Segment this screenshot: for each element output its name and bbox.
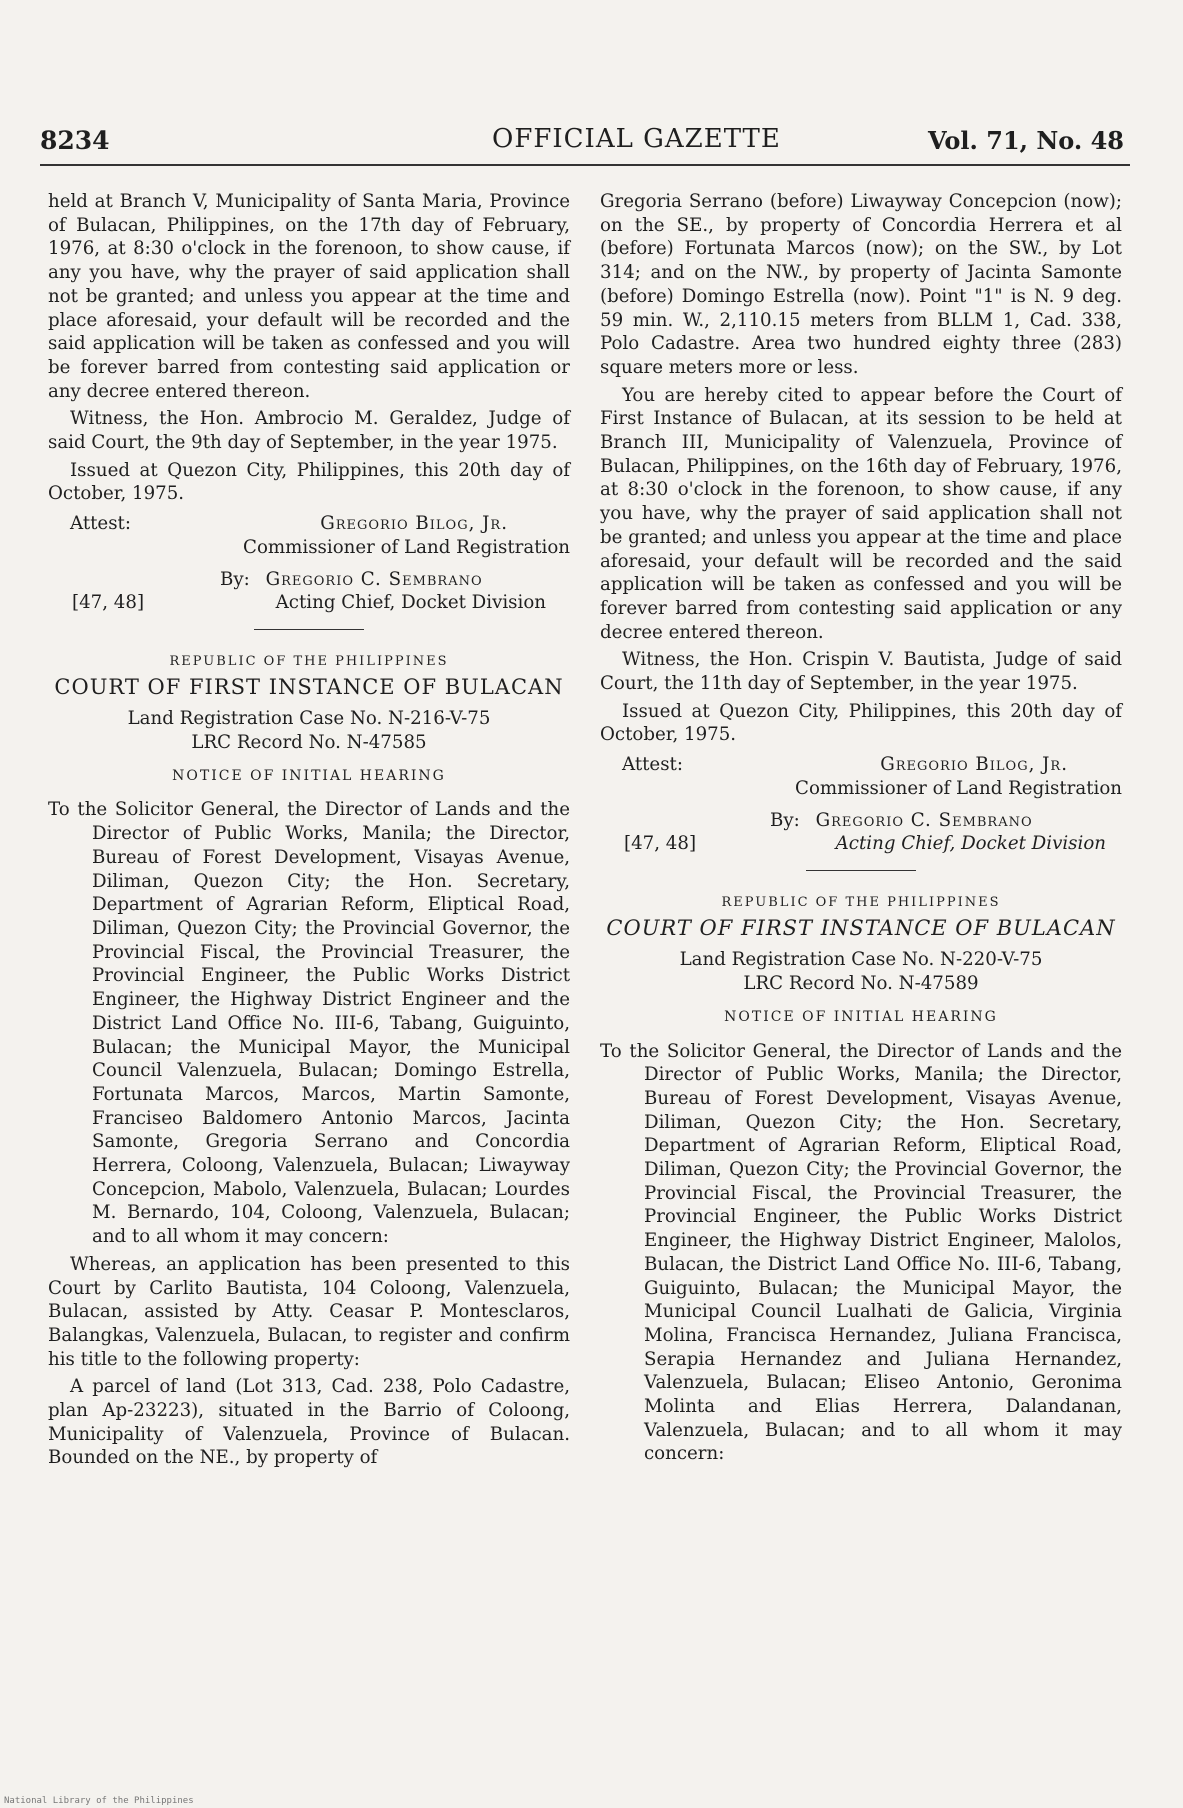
left-column [48,190,570,1474]
witness-paragraph: Witness, the Hon. Ambrocio M. Geraldez, Judge of said Court, the 9th day of September, in the year 1975. [48,408,570,454]
signatory-name: Gregorio Bilog, Jr. [320,513,508,535]
lrc-record-number: LRC Record No. N-47585 [191,732,427,754]
citation-paragraph: You are hereby cited to appear before the Court of First Instance of Bulacan, at its session to be held at Branch III, Municipality of Valenzuela, Province of Bulacan, Philippines, on the 16th day of February, 1976, at 8:30 o'clock in the forenoon, to show cause, if any you have, why the prayer of said application shall not be granted; and unless you appear at the time and place aforesaid, your default will be recorded and the said application will be taken as confessed and you will be forever barred from contesting said application or any decree entered thereon. [600,384,1122,643]
witness-paragraph: Witness, the Hon. Crispin V. Bautista, Judge of said Court, the 11th day of September, in the year 1975. [600,649,1122,695]
attest-row [600,753,1122,777]
deputy-name: Gregorio C. Sembrano [815,809,1033,831]
continued-paragraph: held at Branch V, Municipality of Santa Maria, Province of Bulacan, Philippines, on the 17th day of February, 1976, at 8:30 o'clock in the forenoon, to show cause, if any you have, why the prayer of said application shall not be granted; and unless you appear at the time and place aforesaid, your default will be recorded and the said application will be taken as confessed and you will be forever barred from contesting said application or any decree entered thereon. [48,191,570,402]
by-label: By: [770,809,800,831]
reference-number: [47, 48] [624,833,697,855]
section-divider [254,629,364,630]
lrc-record-number: LRC Record No. N-47589 [743,973,979,995]
attest-label: Attest: [70,513,131,535]
page-header [40,120,1130,166]
attest-label: Attest: [622,754,683,776]
scan-footer: National Library of the Philippines [4,1796,194,1806]
signatory-title: Commissioner of Land Registration [243,536,570,558]
signatory-title: Commissioner of Land Registration [795,777,1122,799]
reference-number: [47, 48] [72,592,145,614]
publication-title: OFFICIAL GAZETTE [492,124,781,154]
volume-number: Vol. 71, No. 48 [928,126,1124,155]
case-number: Land Registration Case No. N-220-V-75 [679,949,1043,971]
continued-paragraph: Gregoria Serrano (before) Liwayway Concepcion (now); on the SE., by property of Concordia Herrera et al (before) Fortunata Marcos (now); on the SW., by Lot 314; and on the NW., by property of Jacinta Samonte (before) Domingo Estrella (now). Point "1" is N. 9 deg. 59 min. W., 2,110.15 meters from BLLM 1, Cad. 338, Polo Cadastre. Area two hundred eighty three (283) square meters more or less. [600,191,1122,378]
notice-heading: NOTICE OF INITIAL HEARING [724,1008,998,1025]
right-column [600,190,1122,1470]
case-number: Land Registration Case No. N-216-V-75 [127,708,491,730]
issued-paragraph: Issued at Quezon City, Philippines, this 20th day of October, 1975. [48,459,570,505]
issued-paragraph: Issued at Quezon City, Philippines, this 20th day of October, 1975. [600,700,1122,746]
attest-row [48,512,570,536]
section-divider [806,870,916,871]
court-heading: COURT OF FIRST INSTANCE OF BULACAN [54,674,564,699]
deputy-name: Gregorio C. Sembrano [265,568,483,590]
whereas-paragraph: Whereas, an application has been presented to this Court by Carlito Bautista, 104 Coloong, Valenzuela, Bulacan, assisted by Atty. Ceasar P. Montesclaros, Balangkas, Valenzuela, Bulacan, to register and confirm his title to the following property: [48,1253,570,1370]
parcel-paragraph: A parcel of land (Lot 313, Cad. 238, Polo Cadastre, plan Ap-23223), situated in the Barrio of Coloong, Municipality of Valenzuela, Province of Bulacan. Bounded on the NE., by property of [48,1376,570,1469]
by-row [48,568,570,592]
addressees-paragraph: To the Solicitor General, the Director of Lands and the Director of Public Works, Manila; the Director, Bureau of Forest Development, Visayas Avenue, Diliman, Quezon City; the Hon. Secretary, Department of Agrarian Reform, Eliptical Road, Diliman, Quezon City; the Provincial Governor, the Provincial Fiscal, the Provincial Treasurer, the Provincial Engineer, the Public Works District Engineer, the Highway District Engineer, Malolos, Bulacan, the District Land Office No. III-6, Tabang, Guiguinto, Bulacan; the Municipal Mayor, the Municipal Council Lualhati de Galicia, Virginia Molina, Francisca Hernandez, Juliana Francisca, Serapia Hernandez and Juliana Hernandez, Valenzuela, Bulacan; Eliseo Antonio, Geronima Molinta and Elias Herrera, Dalandanan, Valenzuela, Bulacan; and to all whom it may concern: [600,1040,1122,1465]
deputy-title: Acting Chief, Docket Division [275,592,546,614]
notice-heading: NOTICE OF INITIAL HEARING [172,767,446,784]
republic-heading: REPUBLIC OF THE PHILIPPINES [721,894,1001,910]
by-label: By: [220,568,250,590]
addressees-paragraph: To the Solicitor General, the Director of Lands and the Director of Public Works, Manila; the Director, Bureau of Forest Development, Visayas Avenue, Diliman, Quezon City; the Hon. Secretary, Department of Agrarian Reform, Eliptical Road, Diliman, Quezon City; the Provincial Governor, the Provincial Fiscal, the Provincial Treasurer, the Provincial Engineer, the Public Works District Engineer, the Highway District Engineer and the District Land Office No. III-6, Tabang, Guiguinto, Bulacan; the Municipal Mayor, the Municipal Council Valenzuela, Bulacan; Domingo Estrella, Fortunata Marcos, Marcos, Martin Samonte, Franciseo Baldomero Antonio Marcos, Jacinta Samonte, Gregoria Serrano and Concordia Herrera, Coloong, Valenzuela, Bulacan; Liwayway Concepcion, Mabolo, Valenzuela, Bulacan; Lourdes M. Bernardo, 104, Coloong, Valenzuela, Bulacan; and to all whom it may concern: [48,799,570,1248]
court-heading: COURT OF FIRST INSTANCE OF BULACAN [606,915,1116,940]
reference-row [600,832,1122,856]
republic-heading: REPUBLIC OF THE PHILIPPINES [169,653,449,669]
signatory-name: Gregorio Bilog, Jr. [880,754,1068,776]
by-row [600,809,1122,833]
page-number: 8234 [40,126,110,155]
deputy-title: Acting Chief, Docket Division [835,833,1106,855]
reference-row [48,591,570,615]
